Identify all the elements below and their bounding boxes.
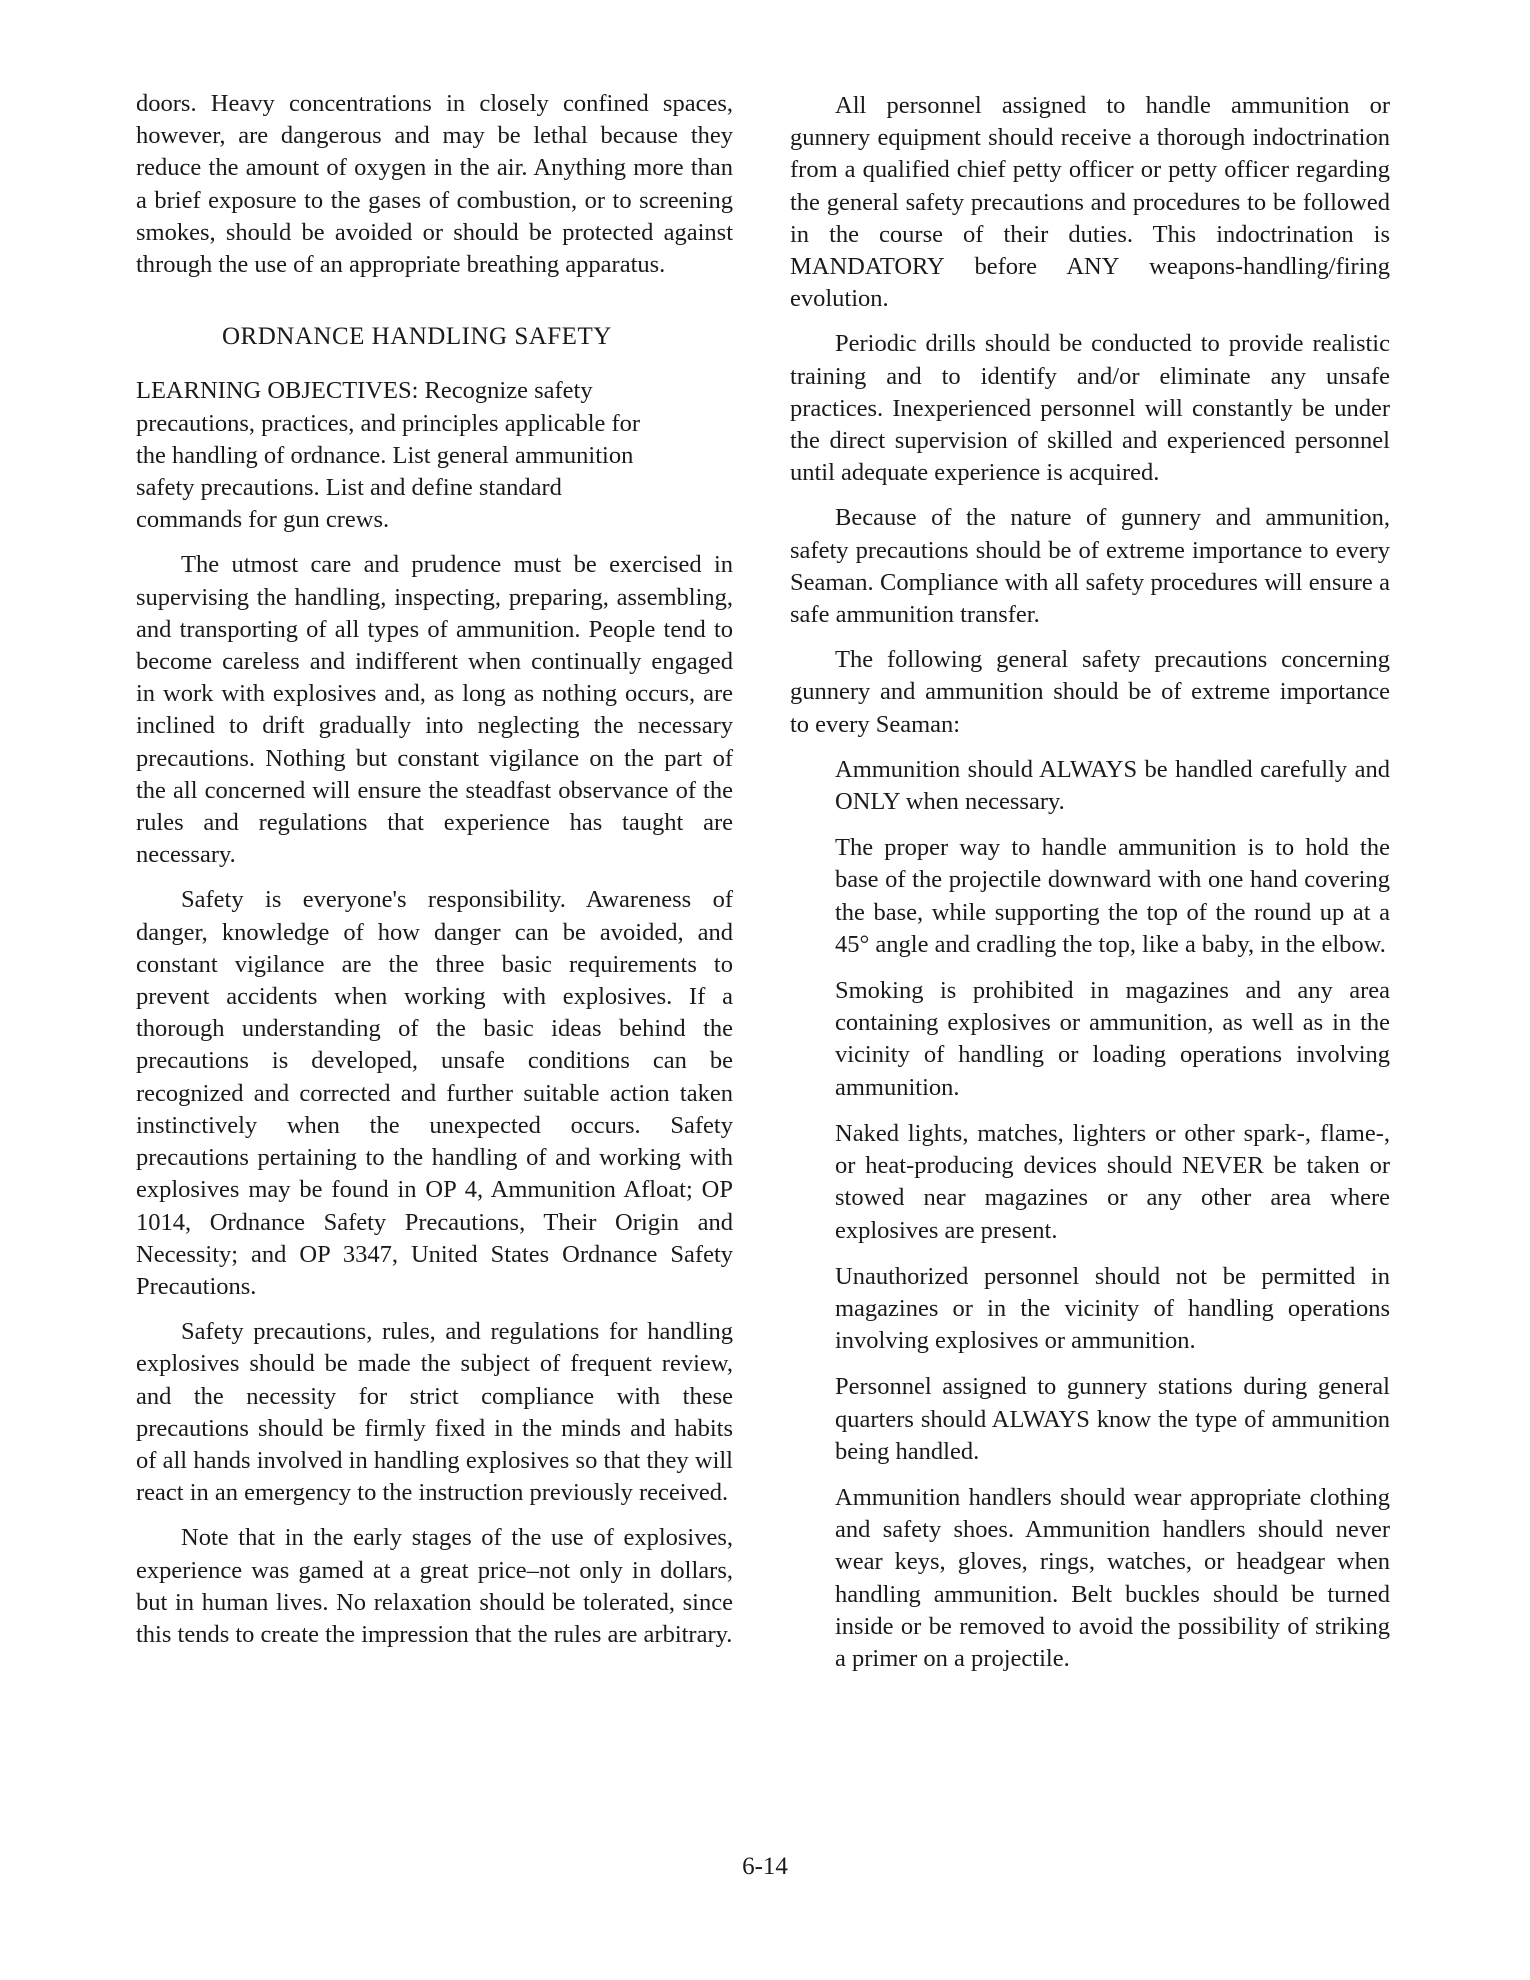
body-paragraph: All personnel assigned to handle ammunition or gunnery equipment should receive a thorough indoctrination from a qualified chief petty officer or petty officer regarding the general safety precautions and procedures to be followed in the course of their duties. This indoctrination is MANDATORY before ANY weapons-handling/firing evolution.	[790, 92, 1390, 313]
section-heading: ORDNANCE HANDLING SAFETY	[222, 323, 612, 351]
body-paragraph: Safety is everyone's responsibility. Awareness of danger, knowledge of how danger can be avoided, and constant vigilance are the three basic requirements to prevent accidents when working with explosives. If a thorough understanding of the basic ideas behind the precautions is developed, unsafe conditions can be recognized and corrected and further suitable action taken instinctively when the unexpected occurs. Safety precautions pertaining to the handling of and working with explosives may be found in OP 4, Ammunition Afloat; OP 1014, Ordnance Safety Precautions, Their Origin and Necessity; and OP 3347, United States Ordnance Safety Precautions.	[136, 886, 733, 1300]
body-paragraph: Periodic drills should be conducted to provide realistic training and to identify and/or eliminate any unsafe practices. Inexperienced personnel will constantly be under the direct supervision of skilled and experienced personnel until adequate experience is acquired.	[790, 330, 1390, 487]
right-column	[790, 90, 1390, 1689]
body-paragraph: Safety precautions, rules, and regulations for handling explosives should be made the subject of frequent review, and the necessity for strict compliance with these precautions should be firmly fixed in the minds and habits of all hands involved in handling explosives so that they will react in an emergency to the instruction previously received.	[136, 1318, 733, 1507]
page-number: 6-14	[742, 1853, 788, 1880]
body-paragraph: The following general safety precautions concerning gunnery and ammunition should be of extreme importance to every Seaman:	[790, 646, 1390, 738]
precaution-item: The proper way to handle ammunition is to hold the base of the projectile downward with one hand covering the base, while supporting the top of the round up at a 45° angle and cradling the top, like a baby, in the elbow.	[835, 834, 1390, 958]
precaution-item: Ammunition handlers should wear appropriate clothing and safety shoes. Ammunition handlers should never wear keys, gloves, rings, watches, or headgear when handling ammunition. Belt buckles should be turned inside or be removed to avoid the possibility of striking a primer on a projectile.	[835, 1483, 1390, 1672]
body-paragraph: Because of the nature of gunnery and ammunition, safety precautions should be of extreme importance to every Seaman. Compliance with all safety procedures will ensure a safe ammunition transfer.	[790, 504, 1390, 629]
body-paragraph: Note that in the early stages of the use of explosives, experience was gamed at a great price–not only in dollars, but in human lives. No relaxation should be tolerated, since this tends to create the impression that the rules are arbitrary.	[136, 1524, 733, 1648]
continuation-paragraph: doors. Heavy concentrations in closely confined spaces, however, are dangerous and may be lethal because they reduce the amount of oxygen in the air. Anything more than a brief exposure to the gases of combustion, or to screening smokes, should be avoided or should be protected against through the use of an appropriate breathing apparatus.	[136, 90, 733, 279]
precaution-item: Ammunition should ALWAYS be handled carefully and ONLY when necessary.	[835, 755, 1390, 816]
precaution-item: Personnel assigned to gunnery stations during general quarters should ALWAYS know the type of ammunition being handled.	[835, 1373, 1390, 1465]
precautions-list	[790, 754, 1390, 1675]
precaution-item: Unauthorized personnel should not be permitted in magazines or in the vicinity of handling operations involving explosives or ammunition.	[835, 1262, 1390, 1355]
precaution-item: Smoking is prohibited in magazines and any area containing explosives or ammunition, as well as in the vicinity of handling or loading operations involving ammunition.	[835, 977, 1390, 1101]
precaution-item: Naked lights, matches, lighters or other spark-, flame-, or heat-producing devices should NEVER be taken or stowed near magazines or any other area where explosives are present.	[835, 1119, 1390, 1244]
body-paragraph: The utmost care and prudence must be exercised in supervising the handling, inspecting, preparing, assembling, and transporting of all types of ammunition. People tend to become careless and indifferent when continually engaged in work with explosives and, as long as nothing occurs, are inclined to drift gradually into neglecting the necessary precautions. Nothing but constant vigilance on the part of the all concerned will ensure the steadfast observance of the rules and regulations that experience has taught are necessary.	[136, 551, 733, 869]
learning-objectives: LEARNING OBJECTIVES: Recognize safety precautions, practices, and principles applicable for the handling of ordnance. List general ammunition safety precautions. List and define standard commands for gun crews.	[136, 377, 641, 534]
left-column	[136, 88, 733, 1664]
